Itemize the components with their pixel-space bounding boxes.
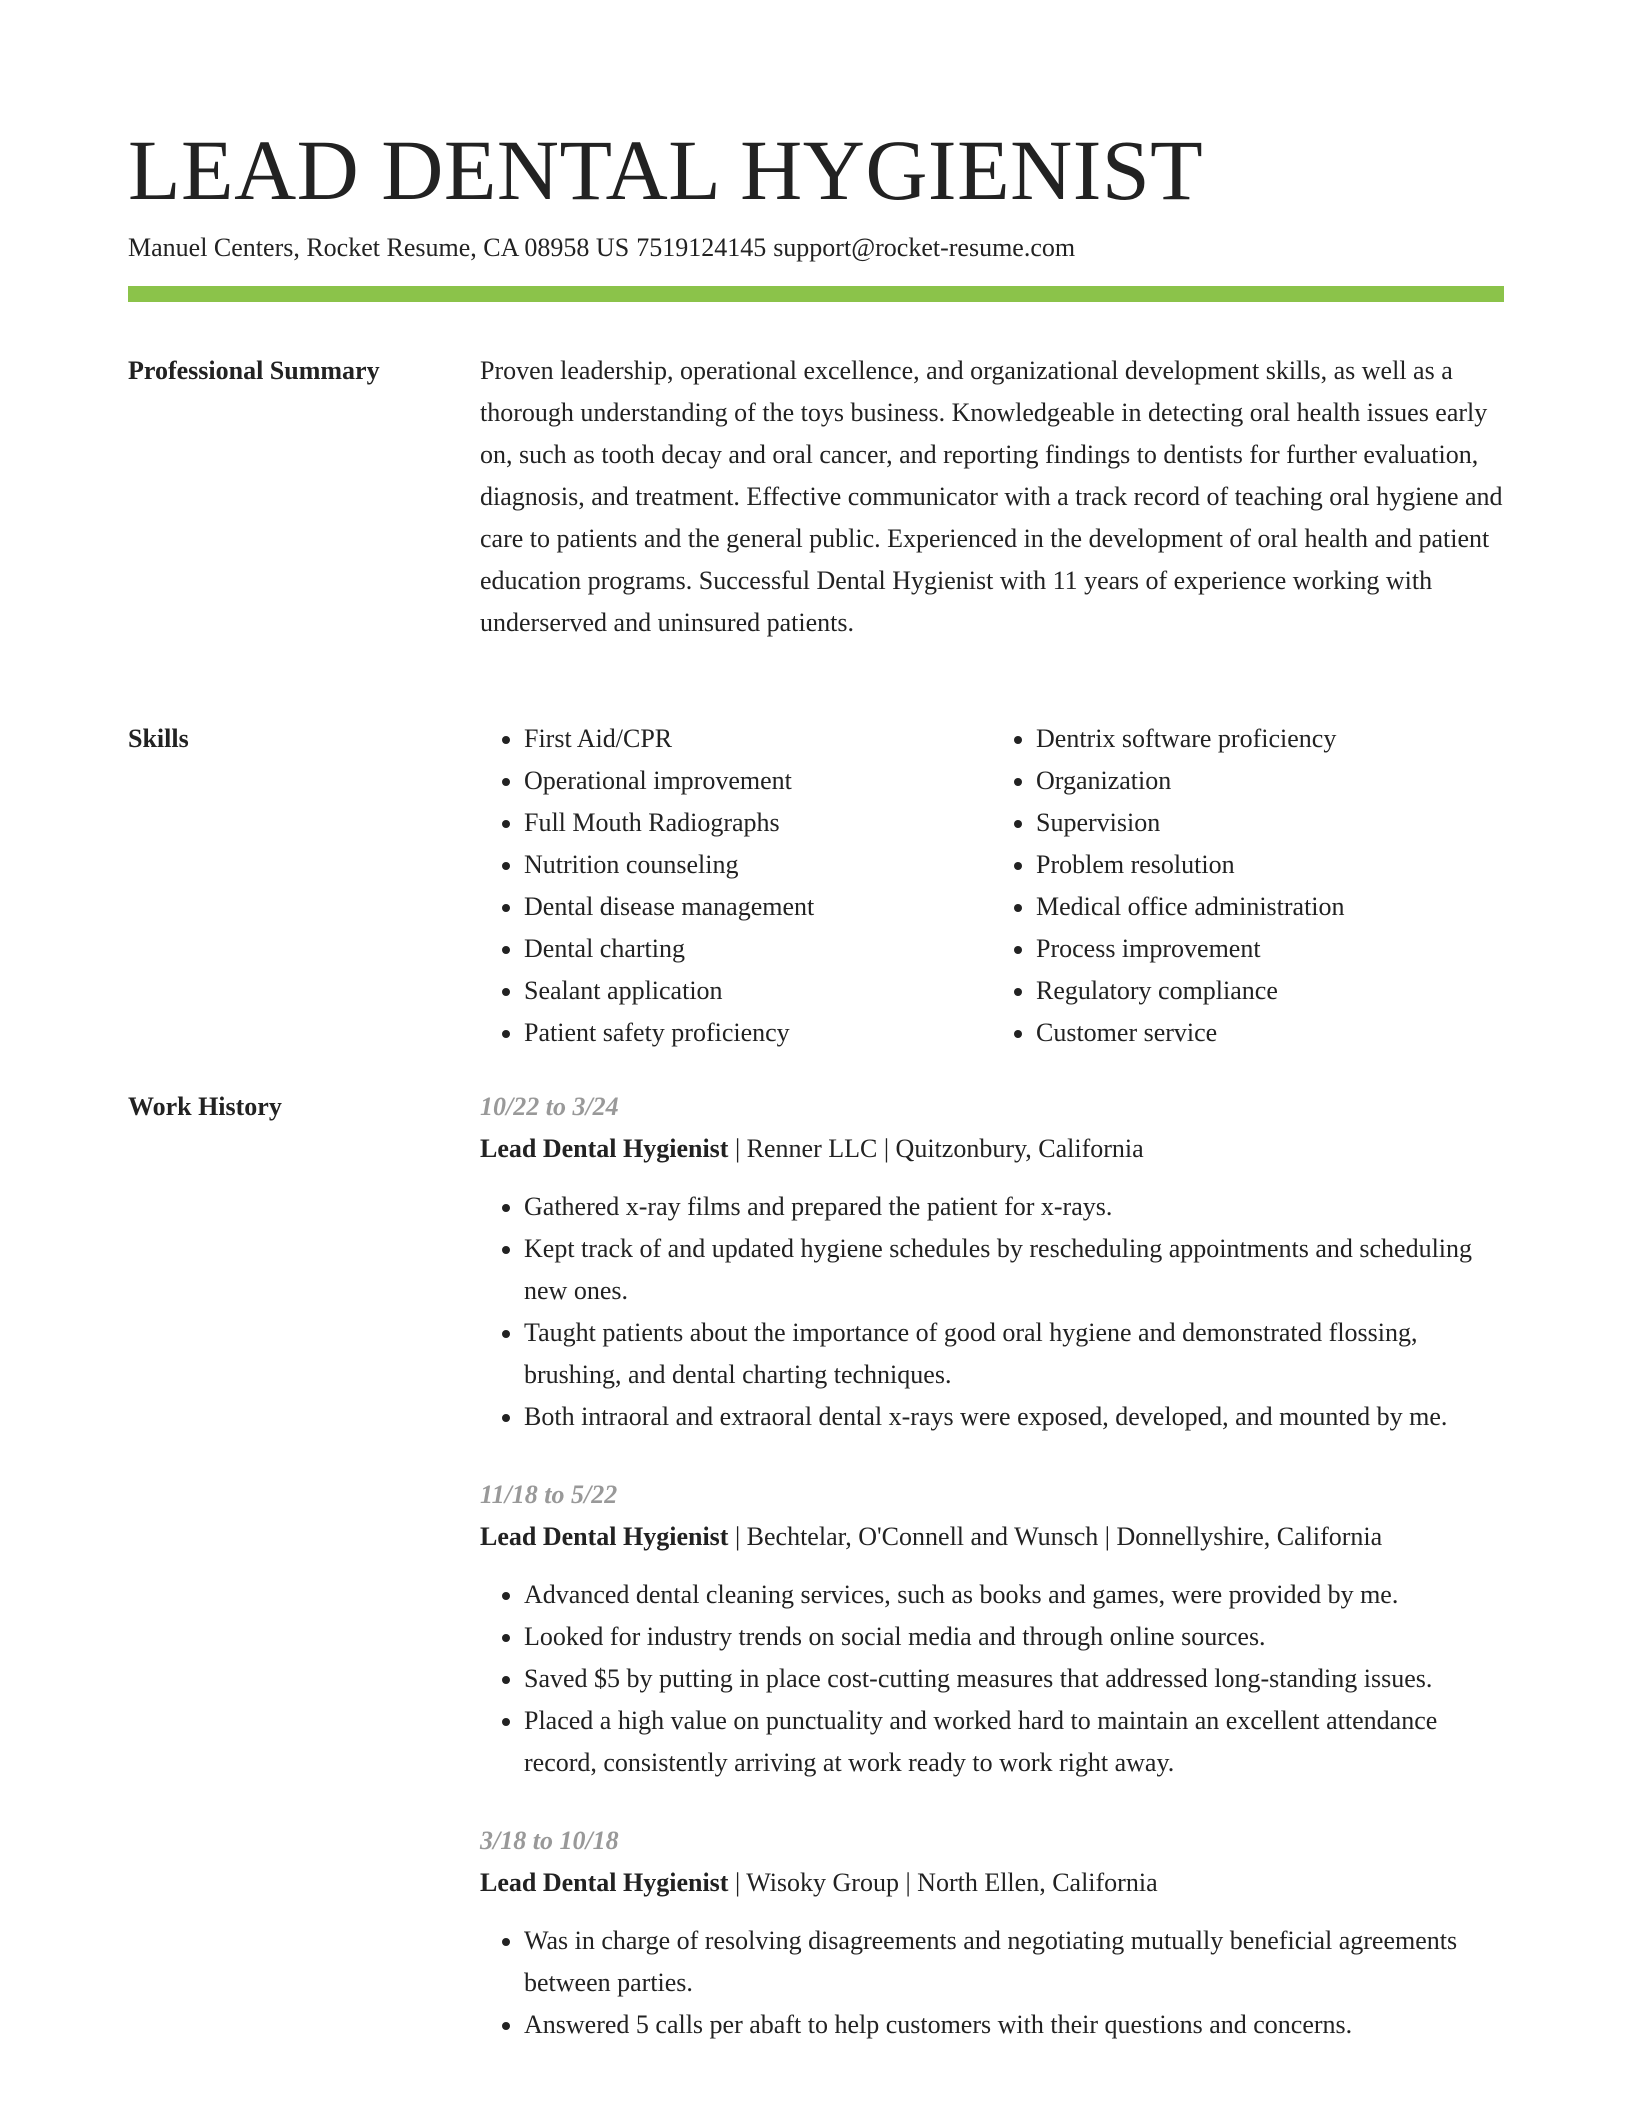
skill-item: • Dental charting xyxy=(524,928,992,970)
skill-item: • Organization xyxy=(1036,760,1504,802)
summary-heading: Professional Summary xyxy=(128,356,380,385)
job-bullet: • Gathered x-ray films and prepared the patient for x-rays. xyxy=(524,1186,1504,1228)
resume-title: LEAD DENTAL HYGIENIST xyxy=(128,122,1204,218)
job-entry xyxy=(480,1086,1504,1438)
job-dates: 11/18 to 5/22 xyxy=(480,1480,618,1509)
skill-item: • First Aid/CPR xyxy=(524,718,992,760)
job-title: Lead Dental Hygienist xyxy=(480,1868,729,1897)
skill-item: • Process improvement xyxy=(1036,928,1504,970)
work-history-heading: Work History xyxy=(128,1092,282,1121)
contact-email: support@rocket-resume.com xyxy=(773,233,1076,262)
job-entry xyxy=(480,1820,1504,2046)
job-dates: 10/22 to 3/24 xyxy=(480,1092,619,1121)
skill-item: • Sealant application xyxy=(524,970,992,1012)
job-bullet: • Saved $5 by putting in place cost-cutting measures that addressed long-standing issues. xyxy=(524,1658,1504,1700)
job-employer: | Renner LLC | Quitzonbury, California xyxy=(728,1134,1144,1163)
work-history-body xyxy=(480,1086,1504,2082)
job-bullets xyxy=(480,1186,1504,1438)
job-bullet: • Kept track of and updated hygiene schedules by rescheduling appointments and scheduling new ones. xyxy=(524,1228,1504,1312)
job-title: Lead Dental Hygienist xyxy=(480,1134,729,1163)
skills-list-right xyxy=(992,718,1504,1054)
job-heading xyxy=(480,1516,1504,1558)
job-dates: 3/18 to 10/18 xyxy=(480,1826,619,1855)
contact-line xyxy=(128,230,1075,266)
skills-body xyxy=(480,718,1504,1054)
skills-list-left xyxy=(480,718,992,1054)
skill-item: • Supervision xyxy=(1036,802,1504,844)
skill-item: • Operational improvement xyxy=(524,760,992,802)
job-entry xyxy=(480,1474,1504,1784)
job-bullet: • Looked for industry trends on social media and through online sources. xyxy=(524,1616,1504,1658)
job-bullet: • Placed a high value on punctuality and worked hard to maintain an excellent attendance record, consistently arriving at work ready to work right away. xyxy=(524,1700,1504,1784)
job-bullet: • Both intraoral and extraoral dental x-rays were exposed, developed, and mounted by me. xyxy=(524,1396,1504,1438)
job-bullets xyxy=(480,1574,1504,1784)
job-bullet: • Advanced dental cleaning services, such as books and games, were provided by me. xyxy=(524,1574,1504,1616)
contact-address: Manuel Centers, Rocket Resume, CA 08958 US xyxy=(128,233,630,262)
contact-phone: 7519124145 xyxy=(636,233,767,262)
job-title: Lead Dental Hygienist xyxy=(480,1522,729,1551)
summary-text: Proven leadership, operational excellence, and organizational development skills, as well as a thorough understanding of the toys business. Knowledgeable in detecting oral health issues early on, such as tooth decay and oral cancer, and reporting findings to dentists for further evaluation, diagnosis, and treatment. Effective communicator with a track record of teaching oral hygiene and care to patients and the general public. Experienced in the development of oral health and patient education programs. Successful Dental Hygienist with 11 years of experience working with underserved and uninsured patients. xyxy=(480,356,1503,637)
skill-item: • Dental disease management xyxy=(524,886,992,928)
skill-item: • Problem resolution xyxy=(1036,844,1504,886)
skill-item: • Medical office administration xyxy=(1036,886,1504,928)
job-bullets xyxy=(480,1920,1504,2046)
skill-item: • Customer service xyxy=(1036,1012,1504,1054)
job-bullet: • Was in charge of resolving disagreements and negotiating mutually beneficial agreements between parties. xyxy=(524,1920,1504,2004)
job-bullet: • Answered 5 calls per abaft to help customers with their questions and concerns. xyxy=(524,2004,1504,2046)
skill-item: • Full Mouth Radiographs xyxy=(524,802,992,844)
job-heading xyxy=(480,1862,1504,1904)
skill-item: • Patient safety proficiency xyxy=(524,1012,992,1054)
job-employer: | Wisoky Group | North Ellen, California xyxy=(728,1868,1158,1897)
job-heading xyxy=(480,1128,1504,1170)
summary-body xyxy=(480,350,1504,644)
header-divider xyxy=(128,286,1504,302)
job-employer: | Bechtelar, O'Connell and Wunsch | Donnellyshire, California xyxy=(728,1522,1383,1551)
skill-item: • Regulatory compliance xyxy=(1036,970,1504,1012)
skill-item: • Nutrition counseling xyxy=(524,844,992,886)
skill-item: • Dentrix software proficiency xyxy=(1036,718,1504,760)
job-bullet: • Taught patients about the importance of good oral hygiene and demonstrated flossing, brushing, and dental charting techniques. xyxy=(524,1312,1504,1396)
skills-heading: Skills xyxy=(128,724,189,753)
